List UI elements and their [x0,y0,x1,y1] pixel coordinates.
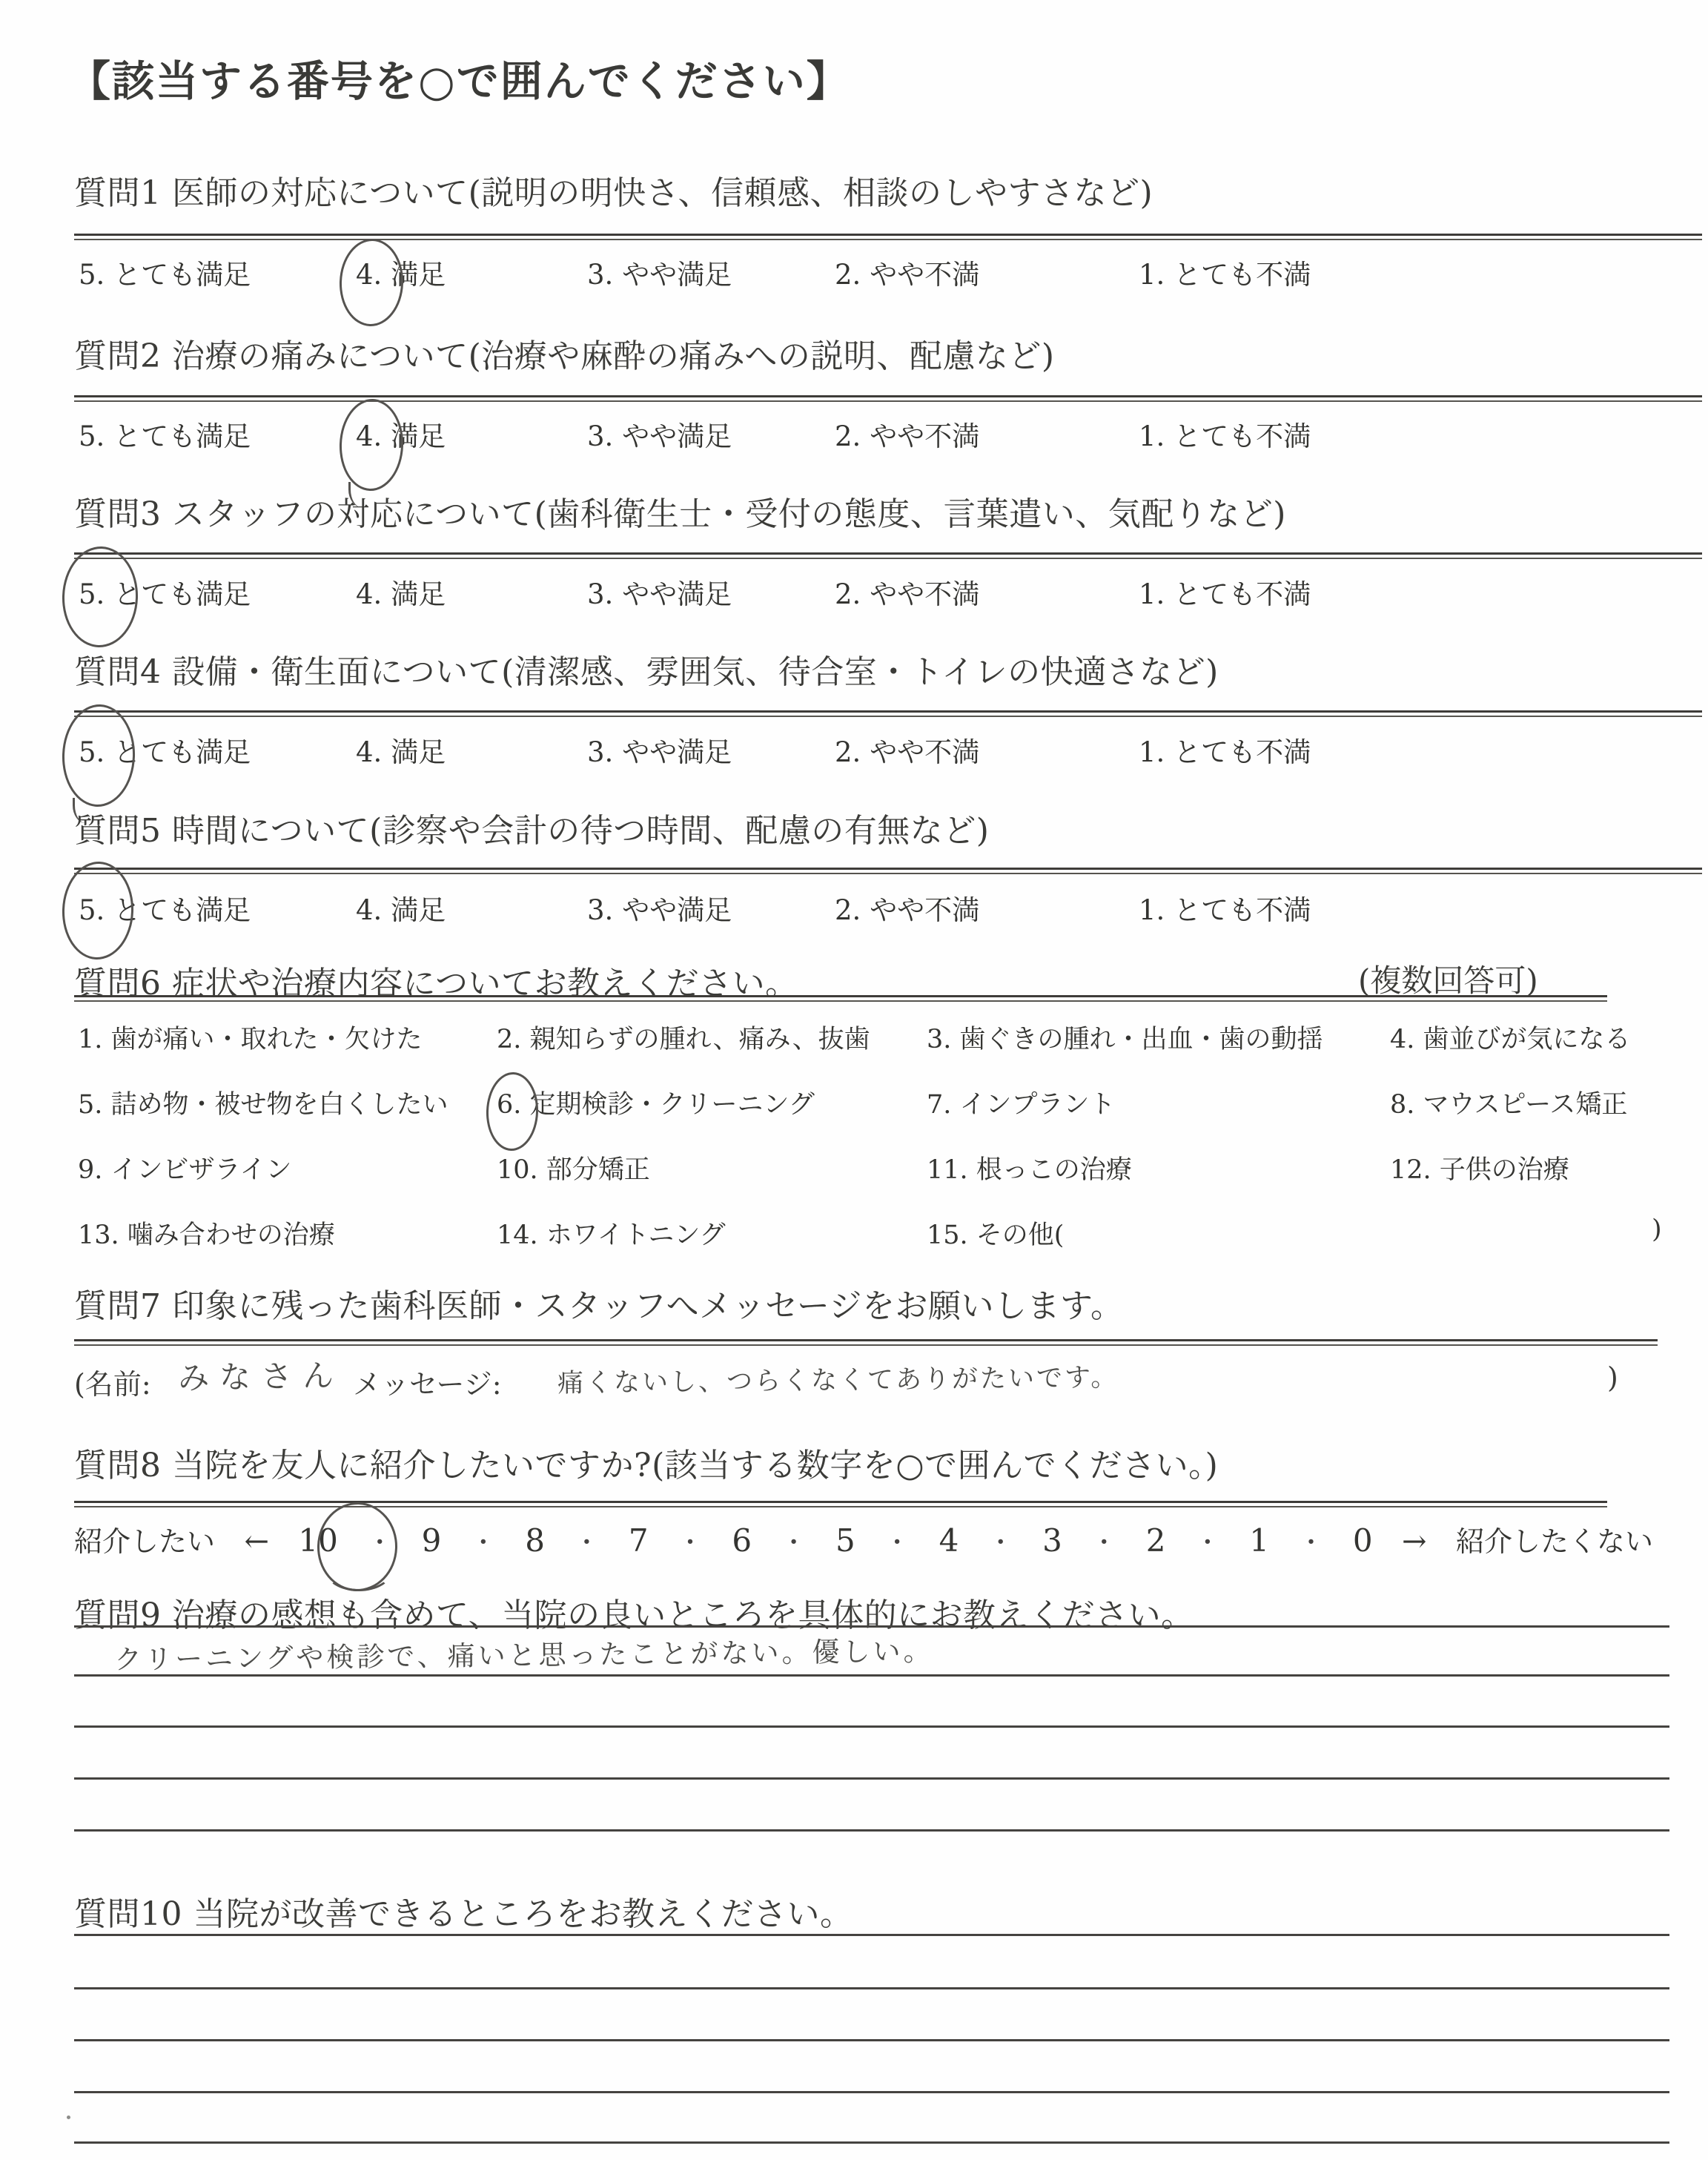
question-2-option-2: 2. やや不満 [835,420,980,452]
question-5-option-5: 5. とても満足 [79,894,251,926]
question-4-option-4: 4. 満足 [356,736,446,768]
q7-message-handwritten: 痛くないし、つらくなくてありがたいです。 [557,1363,1119,1398]
question-1-option-2: 2. やや不満 [835,259,980,291]
q9-answer-handwritten: クリーニングや検診で、痛いと思ったことがない。優しい。 [113,1636,934,1675]
question-5-option-4: 4. 満足 [356,894,446,926]
q10-ruled-line-4 [74,2091,1669,2093]
q8-scale-4: 4 [939,1522,959,1559]
q6-item-5: 5. 詰め物・被せ物を白くしたい [78,1090,448,1120]
scan-speck [67,2116,70,2119]
question-4-option-2: 2. やや不満 [835,736,980,768]
q6-item-15-close-paren: ) [1652,1215,1662,1244]
q8-scale-7: 7 [628,1522,649,1559]
q8-scale-2: 2 [1145,1522,1166,1559]
q9-ruled-line-1 [74,1625,1669,1628]
question-2-option-4: 4. 満足 [356,420,446,452]
q6-item-7: 7. インプラント [927,1090,1116,1120]
question-9-title: 質問9 治療の感想も含めて、当院の良いところを具体的にお教えください。 [74,1596,1194,1634]
q8-recommend-scale-row [74,1519,1653,1559]
question-1-option-4: 4. 満足 [356,259,446,291]
question-1-title: 質問1 医師の対応について(説明の明快さ、信頼感、相談のしやすさなど) [74,174,1153,212]
question-5-option-3: 3. やや満足 [587,894,732,926]
q7-name-label: (名前: [74,1368,151,1401]
q9-ruled-line-2 [74,1674,1669,1677]
q8-dot: ・ [781,1528,807,1558]
q8-scale-8: 8 [525,1522,545,1559]
q6-item-9: 9. インビザライン [78,1155,292,1185]
handdrawn-circle-q8-retrace [325,1548,393,1591]
q6-item-13: 13. 噛み合わせの治療 [78,1221,335,1250]
question-7-divider [74,1339,1658,1346]
q8-scale-10: 10 [298,1522,338,1559]
question-3-option-4: 4. 満足 [356,578,446,610]
question-2-option-1: 1. とても不満 [1139,420,1311,452]
question-2-option-5: 5. とても満足 [79,420,251,452]
q8-dot: ・ [1298,1528,1324,1558]
left-arrow-icon: ← [244,1525,269,1559]
q8-scale-9: 9 [421,1522,442,1559]
q6-item-6: 6. 定期検診・クリーニング [497,1090,815,1120]
q8-left-label: 紹介したい [74,1525,216,1558]
page-title: 【該当する番号を○で囲んでください】 [68,56,850,106]
question-1-divider [74,234,1702,240]
question-3-divider [74,552,1702,559]
question-6-divider [74,995,1607,1002]
q7-close-paren: ) [1607,1361,1618,1394]
question-2-title: 質問2 治療の痛みについて(治療や麻酔の痛みへの説明、配慮など) [74,337,1055,375]
question-6-title: 質問6 症状や治療内容についてお教えください。 [74,965,798,1003]
q6-item-1: 1. 歯が痛い・取れた・欠けた [78,1025,423,1054]
q10-ruled-line-5 [74,2141,1669,2144]
handdrawn-circle-q3-answer [61,545,140,648]
q8-dot: ・ [367,1528,393,1558]
q10-ruled-line-2 [74,1987,1669,1989]
question-1-option-5: 5. とても満足 [79,259,251,291]
q6-item-8: 8. マウスピース矯正 [1390,1090,1628,1120]
q6-item-12: 12. 子供の治療 [1390,1155,1569,1185]
question-1-option-1: 1. とても不満 [1139,259,1311,291]
q6-item-14: 14. ホワイトニング [497,1221,726,1250]
question-5-option-1: 1. とても不満 [1139,894,1311,926]
q6-item-2: 2. 親知らずの腫れ、痛み、抜歯 [497,1025,870,1054]
question-3-option-5: 5. とても満足 [79,578,251,610]
q6-item-15: 15. その他( [927,1221,1065,1250]
q8-dot: ・ [677,1528,703,1558]
q6-item-3: 3. 歯ぐきの腫れ・出血・歯の動揺 [927,1025,1323,1054]
q8-scale-3: 3 [1042,1522,1062,1559]
question-3-title: 質問3 スタッフの対応について(歯科衛生士・受付の態度、言葉遣い、気配りなど) [74,495,1286,533]
handdrawn-circle-q2-answer [338,398,405,492]
question-7-title: 質問7 印象に残った歯科医師・スタッフへメッセージをお願いします。 [74,1287,1124,1325]
question-3-option-3: 3. やや満足 [587,578,732,610]
question-4-option-5: 5. とても満足 [79,736,251,768]
q6-item-10: 10. 部分矯正 [497,1155,650,1185]
q8-dot: ・ [884,1528,910,1558]
question-1-option-3: 3. やや満足 [587,259,732,291]
question-6-multi-answer-note: (複数回答可) [1358,962,1538,999]
question-3-option-1: 1. とても不満 [1139,578,1311,610]
q8-right-label: 紹介したくない [1455,1525,1653,1558]
q10-ruled-line-3 [74,2039,1669,2041]
question-10-title: 質問10 当院が改善できるところをお教えください。 [74,1895,853,1933]
q8-dot: ・ [987,1528,1013,1558]
q8-dot: ・ [574,1528,600,1558]
q9-ruled-line-5 [74,1829,1669,1832]
handdrawn-circle-q4-answer [61,703,137,807]
question-4-option-3: 3. やや満足 [587,736,732,768]
question-8-title: 質問8 当院を友人に紹介したいですか?(該当する数字を○で囲んでください。) [74,1447,1219,1484]
handdrawn-circle-q1-answer [338,238,405,328]
handdrawn-circle-q5-answer [61,860,136,960]
right-arrow-icon: → [1402,1525,1427,1559]
q7-name-handwritten: みなさん [177,1358,345,1396]
q8-dot: ・ [1194,1528,1220,1558]
q6-item-11: 11. 根っこの治療 [927,1155,1132,1185]
question-5-divider [74,868,1702,874]
q7-message-label: メッセージ: [353,1368,502,1401]
question-3-option-2: 2. やや不満 [835,578,980,610]
q9-ruled-line-3 [74,1725,1669,1728]
q8-dot: ・ [1091,1528,1117,1558]
question-5-option-2: 2. やや不満 [835,894,980,926]
q10-ruled-line-1 [74,1934,1669,1936]
handdrawn-circle-q6-answer [485,1071,540,1152]
question-4-option-1: 1. とても不満 [1139,736,1311,768]
q6-item-4: 4. 歯並びが気になる [1390,1025,1631,1054]
question-2-divider [74,395,1702,402]
question-4-divider [74,710,1702,717]
question-2-option-3: 3. やや満足 [587,420,732,452]
question-5-title: 質問5 時間について(診察や会計の待つ時間、配慮の有無など) [74,812,990,850]
q8-scale-5: 5 [835,1522,855,1559]
question-8-divider [74,1501,1607,1507]
q9-ruled-line-4 [74,1777,1669,1780]
q8-scale-6: 6 [732,1522,752,1559]
question-4-title: 質問4 設備・衛生面について(清潔感、雰囲気、待合室・トイレの快適さなど) [74,653,1219,691]
q8-scale-1: 1 [1249,1522,1270,1559]
q8-dot: ・ [470,1528,496,1558]
q8-scale-0: 0 [1352,1522,1373,1559]
